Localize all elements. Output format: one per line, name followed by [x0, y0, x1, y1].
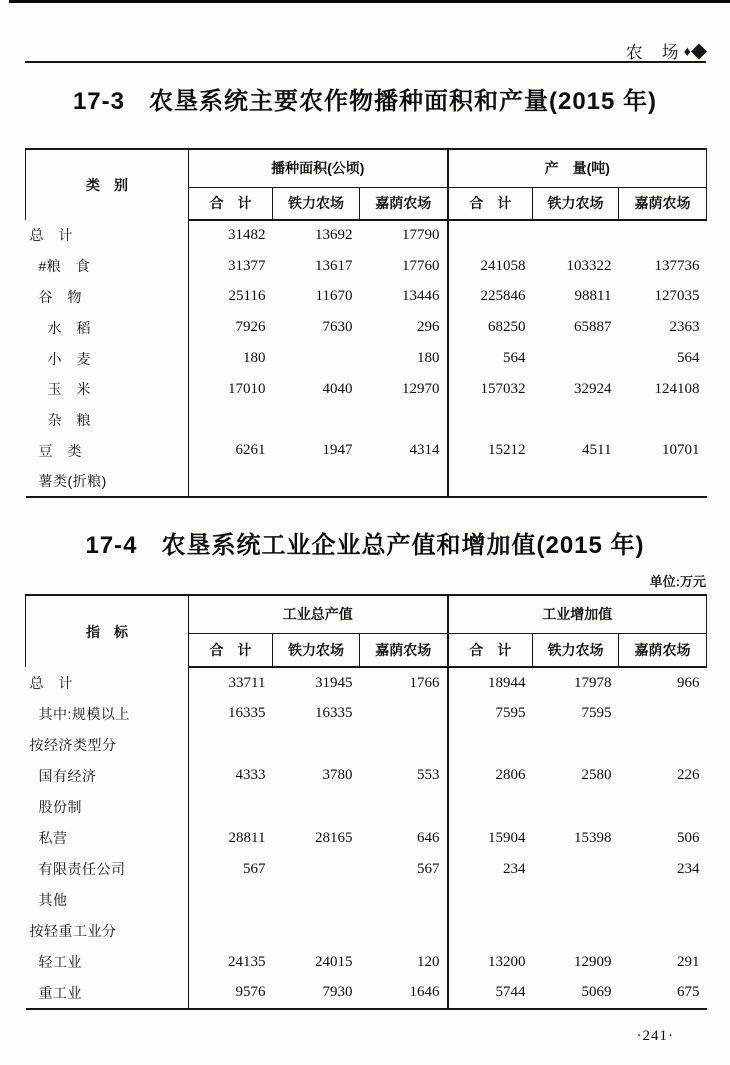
cell-value: 2580 [581, 767, 612, 784]
group-header-row [26, 149, 707, 187]
row-label: 其中:规模以上 [26, 698, 189, 729]
cell-value: 2363 [669, 319, 700, 336]
cell-value: 13617 [315, 257, 353, 274]
cell-value [189, 729, 273, 760]
table1-body [26, 220, 707, 497]
cell-value: 553 [417, 767, 440, 784]
table-row [26, 698, 707, 729]
column-header: 合 计 [448, 187, 533, 220]
table-row [26, 251, 707, 282]
table-row [26, 667, 707, 698]
row-label: 有限责任公司 [26, 854, 189, 885]
cell-value: 120 [417, 953, 440, 970]
cell-value [533, 854, 619, 885]
cell-value: 16335 [315, 705, 353, 722]
cell-value: 6261 [235, 442, 266, 459]
column-header: 铁力农场 [273, 187, 360, 220]
cell-value: 564 [448, 343, 533, 374]
column-header: 合 计 [189, 633, 273, 667]
cell-value: 32924 [574, 380, 612, 397]
table-row [26, 729, 707, 760]
cell-value: 1646 [409, 984, 440, 1001]
table-row [26, 466, 707, 497]
cell-value: 180 [243, 350, 266, 367]
cell-value [619, 916, 707, 947]
table-row [26, 760, 707, 791]
group-header-area: 播种面积(公顷) [189, 149, 448, 187]
cell-value: 24015 [315, 953, 353, 970]
stub-header: 指 标 [26, 595, 189, 667]
cell-value [273, 916, 360, 947]
column-header: 嘉荫农场 [360, 633, 448, 667]
row-label: 薯类(折粮) [26, 466, 189, 497]
page-number: ·241· [636, 1028, 674, 1044]
diamond-icon: ♦ [683, 42, 692, 59]
cell-value: 103322 [566, 257, 612, 274]
cell-value: 17010 [228, 380, 266, 397]
table-row [26, 947, 707, 978]
group-header-gross: 工业总产值 [189, 595, 448, 633]
column-header: 铁力农场 [533, 187, 619, 220]
cell-value [189, 916, 273, 947]
column-header: 合 计 [448, 633, 533, 667]
column-header: 嘉荫农场 [619, 187, 707, 220]
row-label: 国有经济 [26, 760, 189, 791]
cell-value: 7926 [235, 319, 266, 336]
cell-value: 234 [448, 854, 533, 885]
cell-value [619, 885, 707, 916]
row-label: 按轻重工业分 [26, 916, 189, 947]
cell-value: 564 [677, 350, 700, 367]
table2-title [0, 530, 730, 562]
cell-value [619, 698, 707, 729]
cell-value: 137736 [654, 257, 700, 274]
row-label: 股份制 [26, 791, 189, 822]
cell-value: 12909 [574, 953, 612, 970]
cell-value: 65887 [574, 319, 612, 336]
running-header [626, 38, 708, 63]
cell-value: 17978 [574, 674, 612, 691]
cell-value: 17790 [402, 227, 440, 244]
column-header: 合 计 [189, 187, 273, 220]
cell-value [619, 791, 707, 822]
cell-value: 31945 [315, 674, 353, 691]
cell-value [273, 729, 360, 760]
cell-value: 675 [677, 984, 700, 1001]
row-label: 轻工业 [26, 947, 189, 978]
cell-value: 13446 [402, 288, 440, 305]
cell-value: 127035 [654, 288, 700, 305]
table-row [26, 854, 707, 885]
cell-value [448, 729, 533, 760]
cell-value [533, 916, 619, 947]
cell-value: 33711 [228, 674, 266, 691]
cell-value [533, 729, 619, 760]
cell-value: 31377 [228, 257, 266, 274]
scan-edge-artifact [9, 0, 730, 3]
cell-value: 98811 [574, 288, 612, 305]
cell-value: 966 [677, 674, 700, 691]
row-label: 谷 物 [26, 282, 189, 313]
cell-value: 15398 [574, 829, 612, 846]
table-row [26, 916, 707, 947]
cell-value: 7930 [322, 984, 353, 1001]
cell-value: 4333 [235, 767, 266, 784]
column-header: 铁力农场 [533, 633, 619, 667]
cell-value: 157032 [448, 374, 533, 405]
cell-value: 11670 [315, 288, 353, 305]
table-row [26, 885, 707, 916]
row-label: 私营 [26, 822, 189, 853]
cell-value [448, 466, 533, 497]
row-label: 重工业 [26, 978, 189, 1009]
table-row [26, 343, 707, 374]
cell-value: 567 [243, 860, 266, 877]
cell-value: 506 [677, 829, 700, 846]
cell-value [533, 466, 619, 497]
cell-value: 17760 [402, 257, 440, 274]
row-label: 玉 米 [26, 374, 189, 405]
cell-value: 1766 [409, 674, 440, 691]
cell-value [619, 405, 707, 436]
cell-value: 13692 [315, 227, 353, 244]
cell-value: 7595 [448, 698, 533, 729]
cell-value: 7630 [322, 319, 353, 336]
row-label: 水 稻 [26, 312, 189, 343]
cell-value: 24135 [228, 953, 266, 970]
cell-value [448, 885, 533, 916]
table-row [26, 220, 707, 251]
row-label: 杂 粮 [26, 405, 189, 436]
running-header-text: 农 场 [625, 43, 680, 62]
cell-value [189, 405, 273, 436]
cell-value: 291 [677, 953, 700, 970]
cell-value [273, 343, 360, 374]
cell-value: 16335 [228, 705, 266, 722]
stub-header: 类 别 [26, 149, 189, 220]
row-label: 小 麦 [26, 343, 189, 374]
cell-value: 567 [417, 860, 440, 877]
cell-value [533, 885, 619, 916]
table2-title-text: 农垦系统工业企业总产值和增加值(2015 年) [161, 532, 645, 559]
cell-value: 225846 [448, 282, 533, 313]
cell-value [273, 791, 360, 822]
cell-value: 7595 [581, 705, 612, 722]
table-row [26, 405, 707, 436]
column-header: 嘉荫农场 [360, 187, 448, 220]
group-header-row [26, 595, 707, 633]
cell-value: 12970 [402, 380, 440, 397]
cell-value [273, 466, 360, 497]
diamond-icon: ◆ [690, 39, 708, 62]
cell-value [448, 791, 533, 822]
cell-value: 3780 [322, 767, 353, 784]
cell-value: 1947 [322, 442, 353, 459]
cell-value [619, 220, 707, 251]
cell-value: 13200 [448, 947, 533, 978]
cell-value: 241058 [448, 251, 533, 282]
cell-value [533, 791, 619, 822]
table1-number: 17-3 [72, 88, 125, 115]
cell-value [273, 405, 360, 436]
cell-value: 68250 [448, 312, 533, 343]
cell-value: 15212 [448, 436, 533, 467]
cell-value: 2806 [448, 760, 533, 791]
cell-value: 5744 [448, 978, 533, 1009]
cell-value: 15904 [448, 822, 533, 853]
cell-value [360, 885, 448, 916]
unit-label: 单位:万元 [649, 574, 706, 589]
row-label: 总 计 [26, 220, 189, 251]
table2-number: 17-4 [85, 532, 138, 559]
group-header-output: 产 量(吨) [448, 149, 707, 187]
cell-value: 234 [677, 860, 700, 877]
cell-value: 4314 [409, 442, 440, 459]
row-label: 总 计 [26, 667, 189, 698]
table-row [26, 822, 707, 853]
cell-value: 31482 [228, 227, 266, 244]
cell-value [189, 791, 273, 822]
cell-value: 10701 [662, 442, 700, 459]
cell-value [360, 466, 448, 497]
column-header: 嘉荫农场 [619, 633, 707, 667]
cell-value [189, 885, 273, 916]
table2-body [26, 667, 707, 1009]
cell-value: 180 [417, 350, 440, 367]
column-header: 铁力农场 [273, 633, 360, 667]
table-row [26, 978, 707, 1009]
cell-value: 5069 [581, 984, 612, 1001]
cell-value: 28811 [228, 829, 266, 846]
cell-value [273, 854, 360, 885]
cell-value: 9576 [235, 984, 266, 1001]
row-label: #粮 食 [26, 251, 189, 282]
cell-value [360, 791, 448, 822]
cell-value: 226 [677, 767, 700, 784]
cell-value: 124108 [654, 380, 700, 397]
crops-table [25, 148, 707, 498]
cell-value [273, 885, 360, 916]
table-row [26, 436, 707, 467]
cell-value [360, 698, 448, 729]
cell-value [189, 466, 273, 497]
cell-value: 646 [417, 829, 440, 846]
industry-table [25, 594, 707, 1010]
cell-value: 4040 [322, 380, 353, 397]
cell-value [619, 466, 707, 497]
cell-value [533, 220, 619, 251]
cell-value [448, 405, 533, 436]
header-divider [25, 61, 706, 63]
table1-title-text: 农垦系统主要农作物播种面积和产量(2015 年) [149, 88, 658, 115]
cell-value [360, 729, 448, 760]
table-row [26, 791, 707, 822]
table1-title [0, 86, 730, 118]
cell-value [360, 916, 448, 947]
cell-value [360, 405, 448, 436]
group-header-added: 工业增加值 [448, 595, 707, 633]
cell-value: 25116 [228, 288, 266, 305]
table-row [26, 282, 707, 313]
cell-value [448, 220, 533, 251]
cell-value [533, 343, 619, 374]
cell-value: 18944 [448, 667, 533, 698]
cell-value [533, 405, 619, 436]
row-label: 其他 [26, 885, 189, 916]
cell-value: 296 [417, 319, 440, 336]
cell-value: 4511 [582, 442, 612, 459]
table-row [26, 374, 707, 405]
row-label: 豆 类 [26, 436, 189, 467]
cell-value: 28165 [315, 829, 353, 846]
cell-value [448, 916, 533, 947]
row-label: 按经济类型分 [26, 729, 189, 760]
cell-value [619, 729, 707, 760]
table-row [26, 312, 707, 343]
